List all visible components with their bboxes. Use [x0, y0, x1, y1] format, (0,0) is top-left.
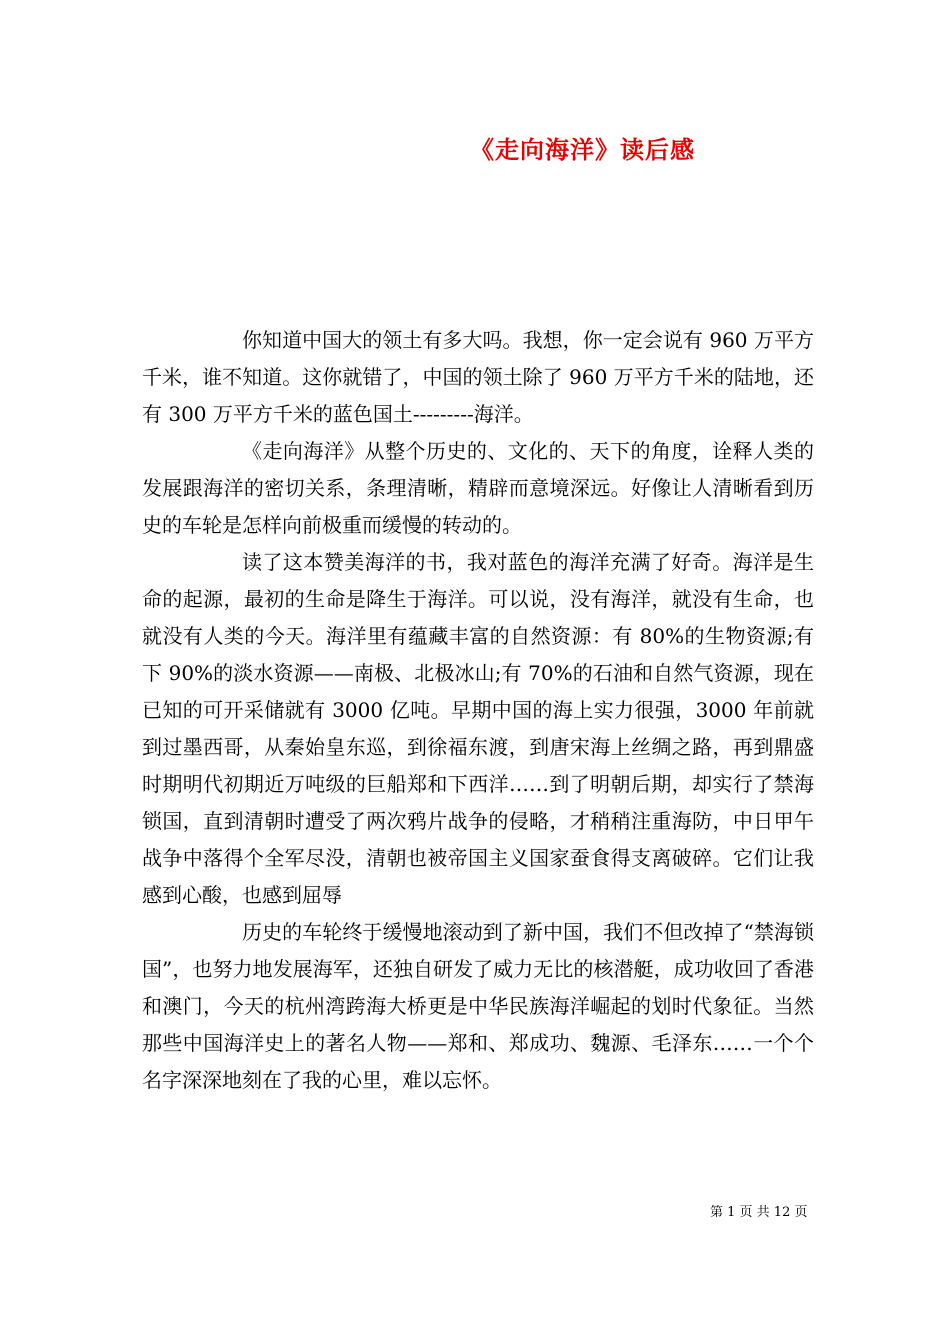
paragraph-2: 《走向海洋》从整个历史的、文化的、天下的角度，诠释人类的发展跟海洋的密切关系，条理清晰，精辟而意境深远。好像让人清晰看到历史的车轮是怎样向前极重而缓慢的转动的。: [142, 439, 814, 537]
document-title: 《走向海洋》读后感: [470, 135, 695, 164]
paragraph-3: 读了这本赞美海洋的书，我对蓝色的海洋充满了好奇。海洋是生命的起源，最初的生命是降生于海洋。可以说，没有海洋，就没有生命，也就没有人类的今天。海洋里有蕴藏丰富的自然资源：有 80%的生物资源;有下 90%的淡水资源——南极、北极冰山;有 70%的石油和自然气资源，现在已知的可开采储就有 3000 亿吨。早期中国的海上实力很强，3000 年前就到过墨西哥，从秦始皇东巡，到徐福东渡，到唐宋海上丝绸之路，再到鼎盛时期明代初期近万吨级的巨船郑和下西洋……到了明朝后期，却实行了禁海锁国，直到清朝时遭受了两次鸦片战争的侵略，才稍稍注重海防，中日甲午战争中落得个全军尽没，清朝也被帝国主义国家蚕食得支离破碎。它们让我感到心酸，也感到屈辱: [142, 550, 814, 907]
page-number-footer: 第 1 页 共 12 页: [710, 1205, 808, 1220]
paragraph-1: 你知道中国大的领土有多大吗。我想，你一定会说有 960 万平方千米，谁不知道。这你就错了，中国的领土除了 960 万平方千米的陆地，还有 300 万平方千米的蓝色国土---------海洋。: [142, 328, 814, 426]
paragraph-4: 历史的车轮终于缓慢地滚动到了新中国，我们不但改掉了“禁海锁国”，也努力地发展海军，还独自研发了威力无比的核潜艇，成功收回了香港和澳门，今天的杭州湾跨海大桥更是中华民族海洋崛起的划时代象征。当然那些中国海洋史上的著名人物——郑和、郑成功、魏源、毛泽东……一个个名字深深地刻在了我的心里，难以忘怀。: [142, 920, 814, 1092]
document-body: [142, 322, 814, 1099]
